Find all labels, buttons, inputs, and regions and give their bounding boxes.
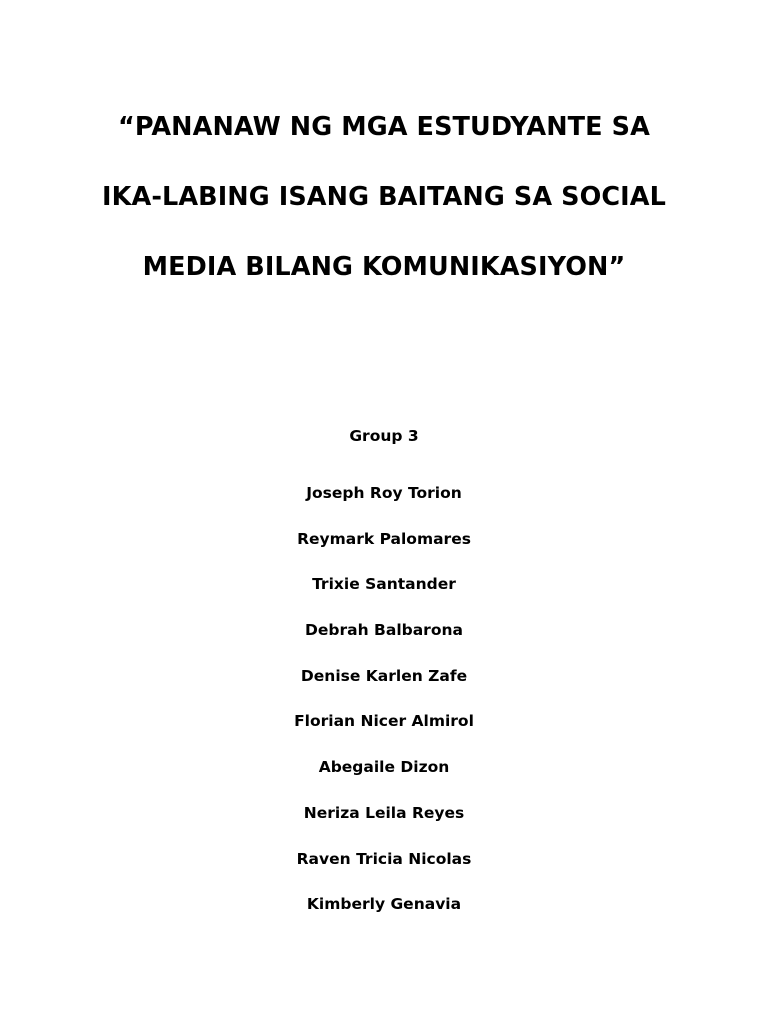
member-name: Joseph Roy Torion (306, 484, 462, 502)
member-name: Abegaile Dizon (318, 758, 450, 777)
title-line-1: “PANANAW NG MGA ESTUDYANTE SA (118, 112, 650, 142)
document-title (0, 92, 768, 302)
title-line-2: IKA-LABING ISANG BAITANG SA SOCIAL (102, 182, 666, 212)
member-name: Neriza Leila Reyes (303, 803, 465, 822)
member-list (0, 481, 768, 938)
member-name: Florian Nicer Almirol (294, 712, 474, 731)
member-name: Debrah Balbarona (305, 621, 463, 640)
group-label: Group 3 (349, 427, 419, 445)
member-name: Denise Karlen Zafe (300, 666, 468, 685)
member-name: Reymark Palomares (297, 529, 471, 548)
member-name: Raven Tricia Nicolas (296, 849, 472, 868)
member-name: Trixie Santander (312, 575, 456, 594)
member-name: Kimberly Genavia (306, 895, 462, 914)
title-line-3: MEDIA BILANG KOMUNIKASIYON” (142, 252, 626, 282)
